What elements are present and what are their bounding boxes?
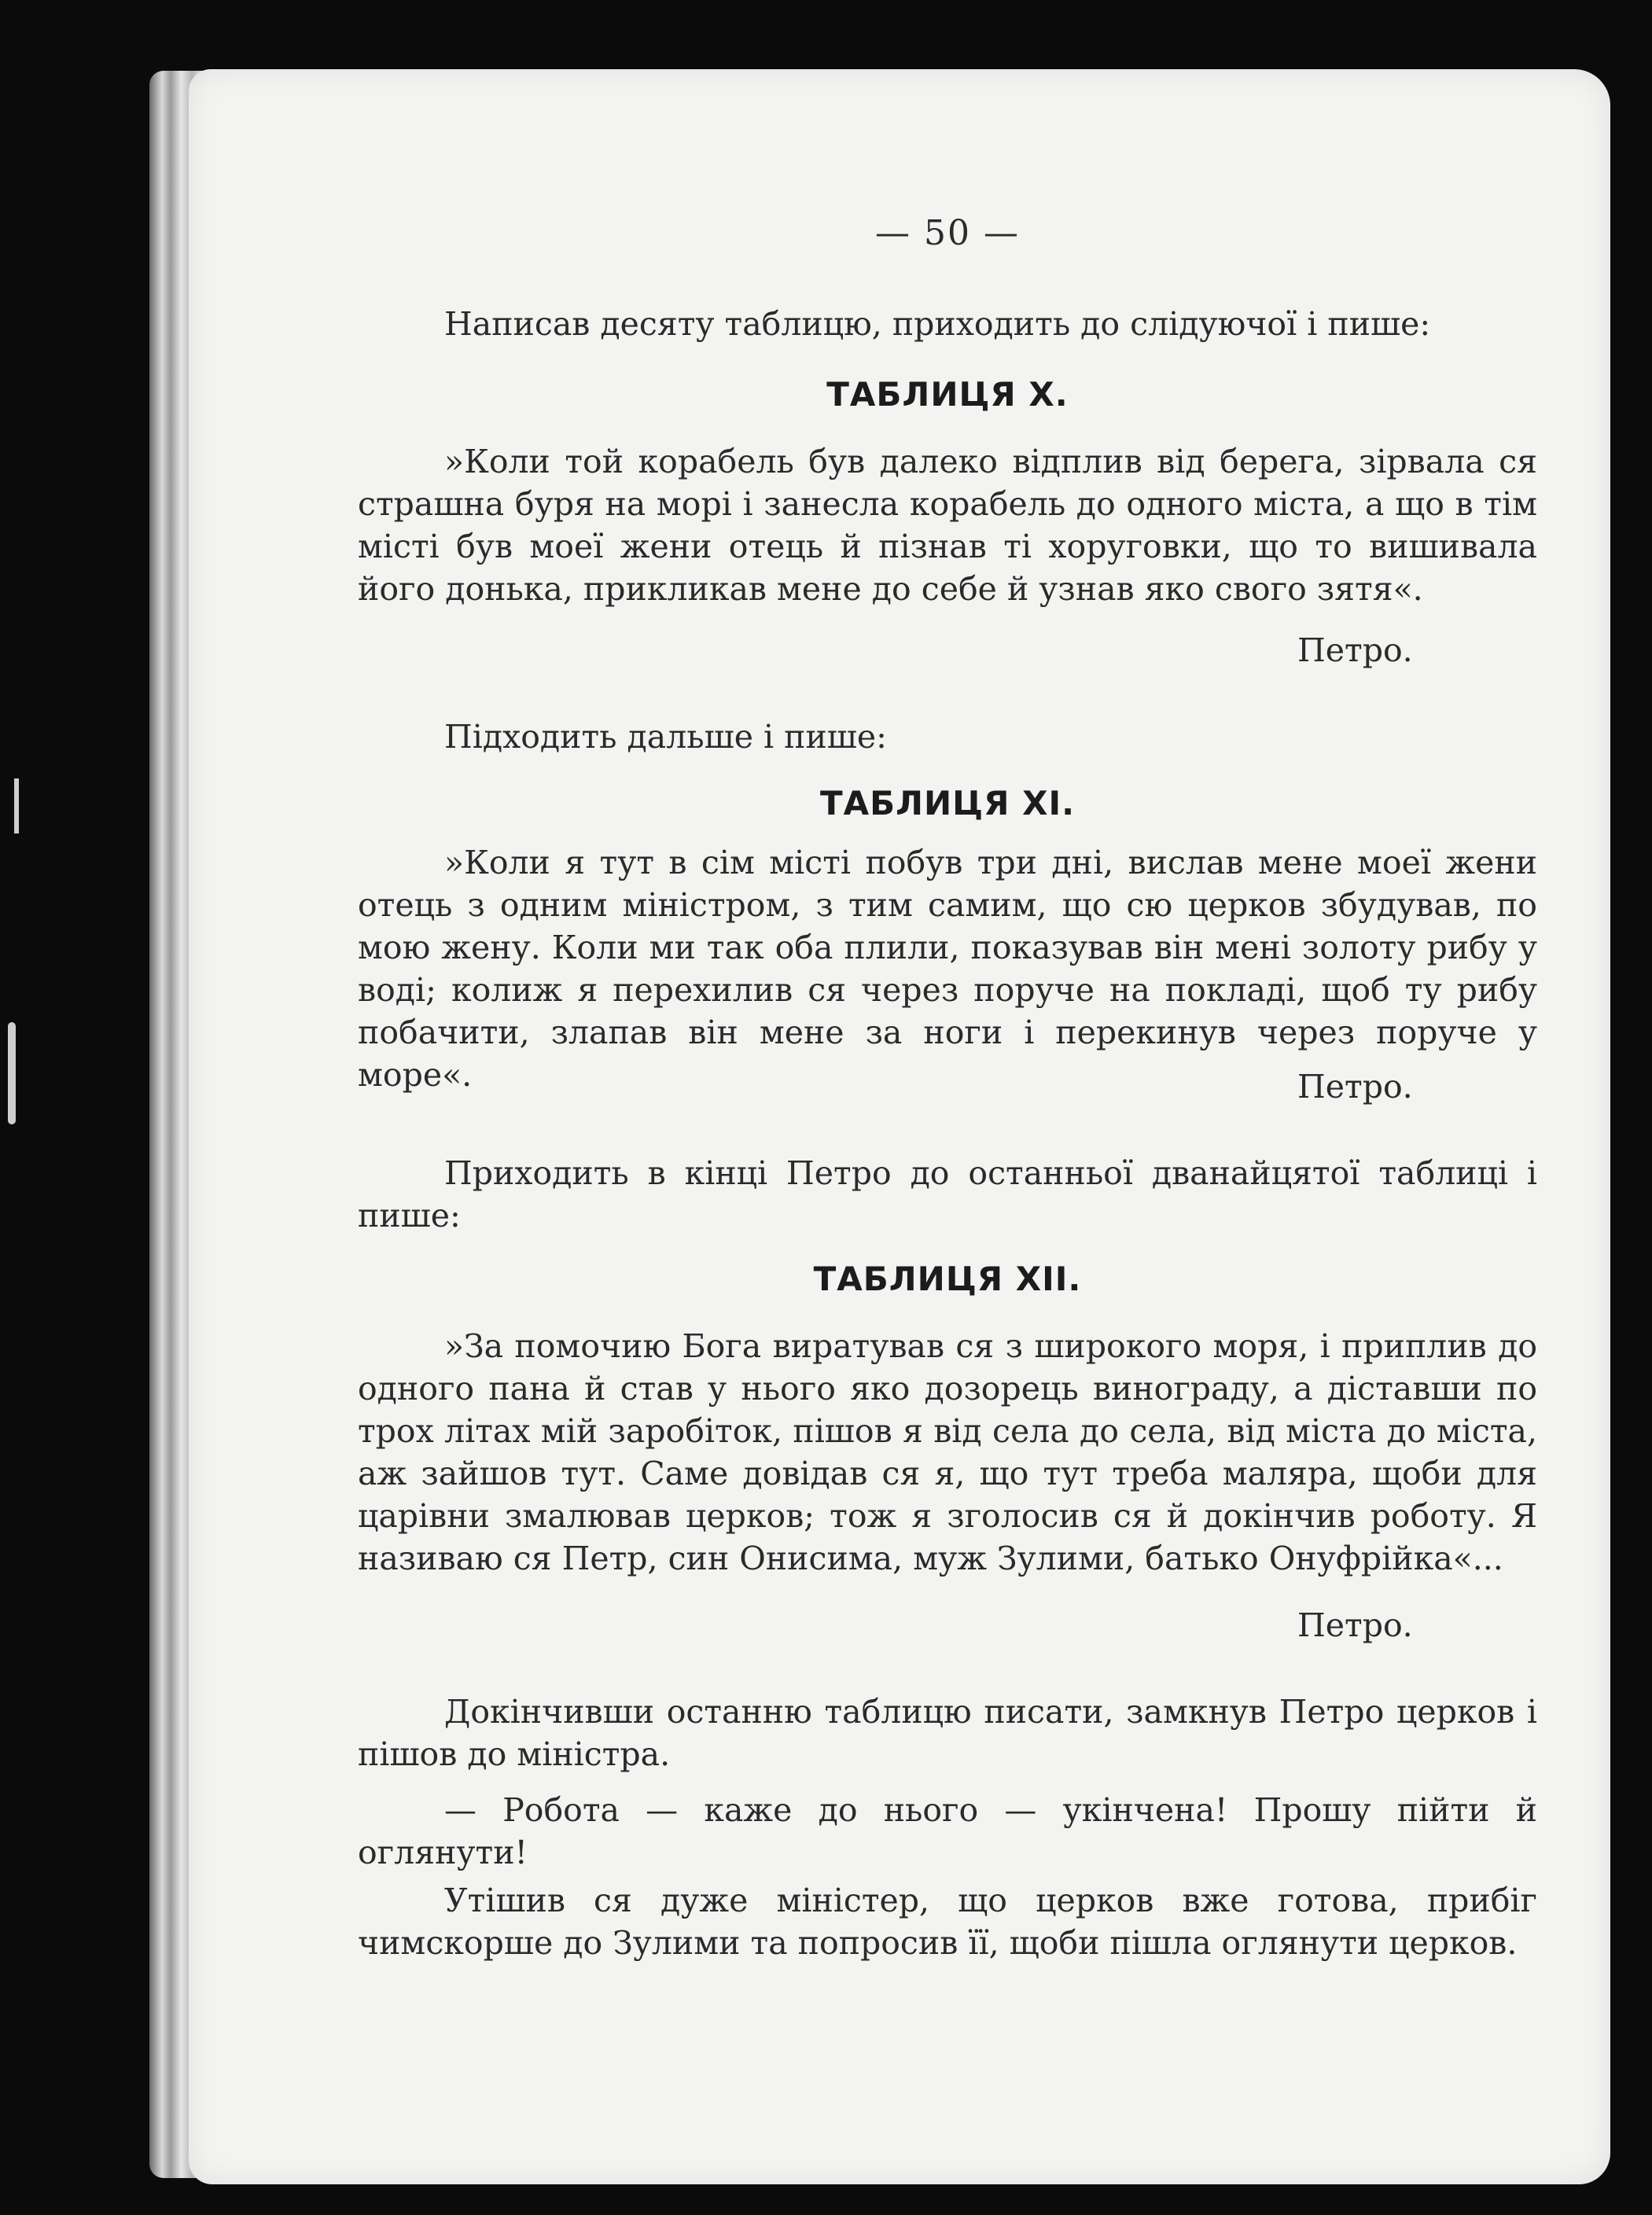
scan-mark [8,1022,16,1124]
intro-paragraph-1: Написав десяту таблицю, приходить до слідуючої і пише: [444,305,1431,343]
table-12-text: »За помочию Бога виратував ся з широкого моря, і приплив до одного пана й став у нього яко дозорець винограду, а діставши по трох літах мій заробіток, пішов я від села до села, від міста до міста, аж зайшов тут. Саме довідав ся я, що тут треба маляра, щоби для царівни змалював церков; тож я зголосив ся й докінчив роботу. Я називаю ся Петр, син Онисима, муж Зулими, батько Онуфрійка«... [358,1327,1537,1577]
finish-paragraph: Докінчивши останню таблицю писати, замкнув Петро церков і пішов до міністра. [358,1693,1537,1773]
heading-table-12: ТАБЛИЦЯ XII. [813,1260,1082,1298]
page-number: — 50 — [875,213,1020,253]
heading-table-11: ТАБЛИЦЯ XI. [819,784,1076,822]
table-10-text: »Коли той корабель був далеко відплив від берега, зірвала ся страшна буря на морі і занесла корабель до одного міста, а що в тім місті був моеї жени отець й пізнав ті хоругoвки, що то вишивала його донька, прикликав мене до себе й узнав яко свого зятя«. [358,443,1537,608]
speech-paragraph: — Робота — каже до нього — укінчена! Прошу пійти й оглянути! [358,1791,1537,1871]
scan-mark [14,778,19,833]
signature-11: Петро. [1297,1068,1413,1106]
final-paragraph: Утішив ся дуже міністер, що церков вже готова, прибіг чимскорше до Зулими та попросив її, щоби пішла оглянути церков. [358,1882,1537,1962]
table-11-text: »Коли я тут в сім місті побув три дні, вислав мене моеї жени отець з одним міністром, з тим самим, що сю церков збудував, по мою жену. Коли ми так оба плили, показував він мені золоту рибу у воді; колиж я перехилив ся через поруче на покладі, щоб ту рибу побачити, злапав він мене за ноги і перекинув через поруче у море«. [358,844,1537,1094]
intro-paragraph-2: Підходить дальше і пише: [444,718,887,756]
signature-12: Петро. [1297,1606,1413,1644]
intro-paragraph-3: Приходить в кінці Петро до останньої дванайцятої таблиці і пише: [358,1154,1537,1234]
signature-10: Петро. [1297,631,1413,669]
heading-table-10: ТАБЛИЦЯ X. [826,375,1069,414]
